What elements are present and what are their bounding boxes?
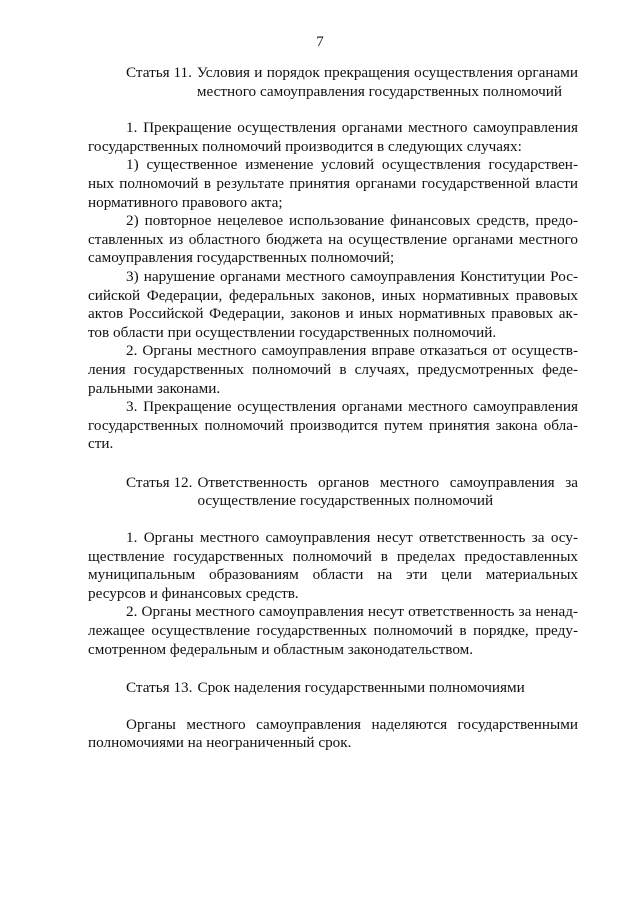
article-heading: [88, 474, 578, 511]
article-number: Статья 12.: [126, 473, 193, 491]
document-body: [88, 64, 578, 753]
article-12: [88, 474, 578, 659]
article-title: Ответственность органов местного самоуправления за осуществление государственных полномочий: [197, 473, 578, 510]
paragraph: Органы местного самоуправления наделяются государственными полномочиями на неограниченный срок.: [88, 715, 578, 752]
paragraph: 1) существенное изменение условий осуществления государственных полномочий в результате принятия органами государственной власти нормативного правового акта;: [88, 156, 578, 211]
article-number: Статья 11.: [126, 64, 192, 81]
article-title: Условия и порядок прекращения осуществления органами местного самоуправления государственных полномочий: [196, 64, 578, 100]
article-heading: [88, 64, 578, 101]
article-heading: [88, 679, 578, 698]
page-number: 7: [316, 34, 324, 50]
paragraph: 2. Органы местного самоуправления вправе отказаться от осуществления государственных полномочий в случаях, предусмотренных федеральными законами.: [88, 342, 578, 397]
paragraph: 1. Органы местного самоуправления несут ответственность за осуществление государственных полномочий в пределах предоставленных муниципальным образованиям области на эти цели материальных ресурсов и финансовых средств.: [88, 529, 578, 602]
paragraph: 3) нарушение органами местного самоуправления Конституции Российской Федерации, федеральных законов, иных нормативных правовых актов Российской Федерации, законов и иных нормативных правовых актов области при осуществлении государственных полномочий.: [88, 267, 578, 341]
article-13: [88, 679, 578, 753]
article-number: Статья 13.: [126, 679, 193, 697]
paragraph: 3. Прекращение осуществления органами местного самоуправления государственных полномочий производится путем принятия закона области.: [88, 398, 578, 453]
paragraph: 1. Прекращение осуществления органами местного самоуправления государственных полномочий производится в следующих случаях:: [88, 119, 578, 155]
article-title: Срок наделения государственными полномочиями: [197, 679, 525, 697]
article-11: [88, 64, 578, 454]
paragraph: 2) повторное нецелевое использование финансовых средств, предоставленных из областного бюджета на осуществление органами местного самоуправления государственных полномочий;: [88, 212, 578, 267]
paragraph: 2. Органы местного самоуправления несут ответственность за ненадлежащее осуществление государственных полномочий в порядке, предусмотренном федеральным и областным законодательством.: [88, 603, 578, 658]
